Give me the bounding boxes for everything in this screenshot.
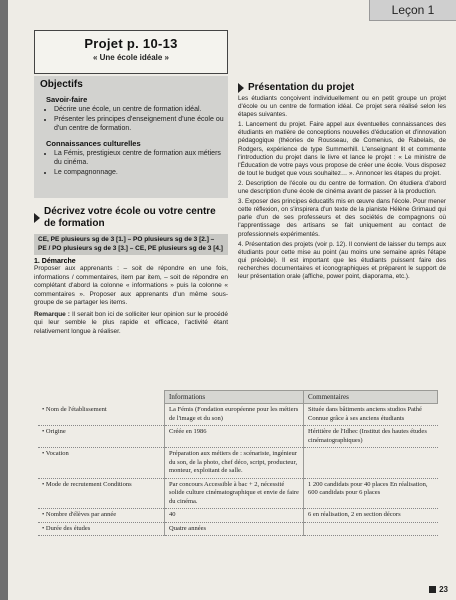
row-comment: Héritière de l'Idhec (Institut des hautes études cinématographiques) (304, 426, 438, 448)
step-text: Proposer aux apprenants : – soit de répondre en une fois, informations / commentaires, item par item, – soit de répondre en complétant d'abord la colonne « informations » puis la colonne « commentaires ». Proposer aux apprenants d'un même sous-groupe de se partager les items. (34, 265, 228, 306)
list-item: • Le compagnonnage. (54, 168, 228, 178)
row-label: • Vocation (38, 448, 165, 479)
row-comment (304, 522, 438, 536)
row-info: Créée en 1986 (165, 426, 304, 448)
list-item: • Présenter les principes d'enseignement d'une école ou d'un centre de formation. (54, 115, 228, 134)
arrow-icon (34, 213, 40, 223)
table-header: Commentaires (304, 391, 438, 404)
table-row (38, 509, 438, 523)
table-header: Informations (165, 391, 304, 404)
row-comment: 1 200 candidats pour 40 places En réalisation, 600 candidats pour 6 places (304, 478, 438, 509)
connaissances-title: Connaissances culturelles (46, 138, 141, 148)
table-header-row (38, 391, 438, 404)
table-row (38, 404, 438, 426)
project-subtitle: « Une école idéale » (92, 53, 170, 62)
connaissances-list (34, 149, 228, 178)
row-comment: Située dans bâtiments anciens studios Pathé Connue grâce à ses anciens étudiants (304, 404, 438, 426)
row-label: • Mode de recrutement Conditions (38, 478, 165, 509)
row-label: • Durée des études (38, 522, 165, 536)
row-info: La Fémis (Fondation européenne pour les métiers de l'image et du son) (165, 404, 304, 426)
info-table (38, 390, 438, 536)
row-label: • Nombre d'élèves par année (38, 509, 165, 523)
row-info: Quatre années (165, 522, 304, 536)
decrivez-section (34, 206, 228, 336)
presentation-step: 2. Description de l'école ou du centre de formation. On étudiera d'abord une description d'une école de cinéma avant de passer à la production. (238, 179, 446, 196)
list-item: • Décrire une école, un centre de formation idéal. (54, 105, 228, 115)
project-title: Projet p. 10-13 (84, 36, 178, 51)
presentation-step: 4. Présentation des projets (voir p. 12). Il convient de laisser du temps aux étudiants pour cette mise au point (au moins une semaine après l'étape qui précède). Il est important que les étudiants puissent faire des recherches documentaires et iconographiques et préparent le support de leur présentation orale (affiche, power point, diaporama, etc.). (238, 240, 446, 280)
table-header (38, 391, 165, 404)
presentation-heading: Présentation du projet (248, 82, 355, 93)
list-item: • La Fémis, prestigieux centre de formation aux métiers du cinéma. (54, 149, 228, 168)
row-label: • Nom de l'établissement (38, 404, 165, 426)
objectifs-heading: Objectifs (40, 79, 83, 90)
table-row (38, 522, 438, 536)
row-label: • Origine (38, 426, 165, 448)
savoir-faire-list (34, 105, 228, 134)
presentation-section (238, 82, 446, 281)
activity-groups-box: CE, PE plusieurs sg de 3 [1.] – PO plusieurs sg de 3 [2.] – PE / PO plusieurs sg de 3 [3.] – CE, PE plusieurs sg de 3 [4.] (34, 234, 228, 255)
table-row (38, 448, 438, 479)
row-info: Par concours Accessible à bac + 2, nécessité solide culture cinématographique et envie de faire du cinéma. (165, 478, 304, 509)
decrivez-heading: Décrivez votre école ou votre centre de formation (44, 206, 216, 229)
table-row (38, 426, 438, 448)
row-info: Préparation aux métiers de : scénariste, ingénieur du son, de la photo, chef déco, script, producteur, monteur, exploitant de salle. (165, 448, 304, 479)
table-row (38, 478, 438, 509)
savoir-faire-title: Savoir-faire (46, 95, 88, 104)
step-title: 1. Démarche (34, 258, 76, 265)
textbook-page (8, 0, 456, 600)
remarque-text: Il serait bon ici de solliciter leur opinion sur le procédé qui leur semble le plus rapide et efficace, l'activité étant relativement longue à réaliser. (34, 310, 228, 335)
remarque (34, 311, 228, 337)
objectifs-box (34, 76, 228, 198)
arrow-icon (238, 83, 244, 93)
presentation-step: 3. Exposer des principes éducatifs mis en œuvre dans l'école. Pour mener cette réflexion, on s'inspirera d'un texte de la pianiste Hélène Grimaud qui parle d'un de ses professeurs et des sociétés de compagnons où l'apprentissage des artisans se fait uniquement au contact de professionnels expérimentés. (238, 198, 446, 238)
row-comment (304, 448, 438, 479)
project-title-box (34, 30, 228, 74)
row-comment: 6 en réalisation, 2 en section décors (304, 509, 438, 523)
presentation-step: 1. Lancement du projet. Faire appel aux éventuelles connaissances des étudiants en matière de conceptions nouvelles d'éducation et d'innovation pédagogique (théories de Rousseau, de Comenius, de Rabelais, de Rodgers, expérience de type Summerhill. L'enseignant lit et commente l'introduction du projet dans le livre et lance le projet : « Le ministre de l'Éducation de votre pays vous propose de créer une école. Vous disposez de tout le budget que vous souhaitez… ». Annoncer les étapes du projet. (238, 121, 446, 177)
remarque-label: Remarque : (34, 310, 70, 318)
row-info: 40 (165, 509, 304, 523)
presentation-intro: Les étudiants conçoivent individuellement ou en petit groupe un projet d'école ou un centre de formation idéal. Ce projet sera réalisé selon les étapes suivantes. (238, 95, 446, 119)
lesson-tab: Leçon 1 (369, 0, 456, 21)
page-number: 23 (429, 585, 448, 594)
